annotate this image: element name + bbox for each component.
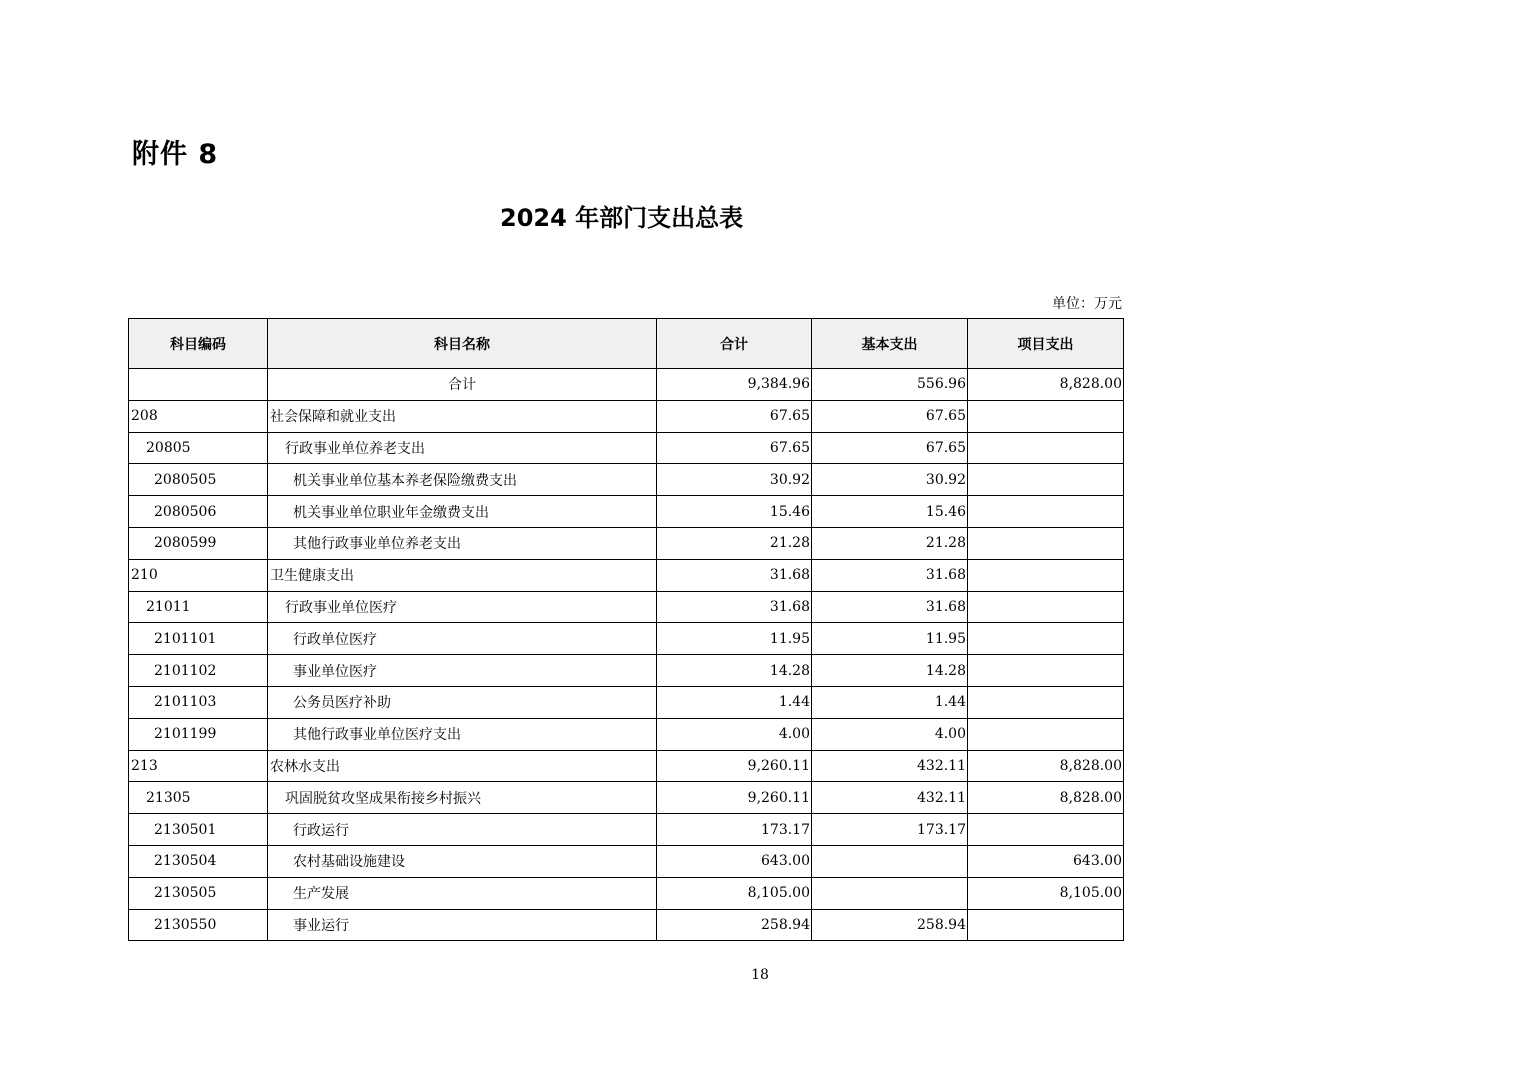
cell-project (968, 496, 1124, 528)
cell-project (968, 591, 1124, 623)
header-project: 项目支出 (968, 319, 1124, 369)
cell-project: 8,828.00 (968, 369, 1124, 401)
cell-total: 11.95 (657, 623, 812, 655)
cell-project (968, 814, 1124, 846)
cell-basic (812, 845, 968, 877)
table-row (129, 782, 1124, 814)
cell-name: 行政事业单位医疗 (268, 591, 657, 623)
cell-project (968, 655, 1124, 687)
cell-total: 643.00 (657, 845, 812, 877)
table-row (129, 718, 1124, 750)
cell-code: 2101102 (129, 655, 268, 687)
cell-name: 行政运行 (268, 814, 657, 846)
cell-code: 2080506 (129, 496, 268, 528)
table-row-total (129, 369, 1124, 401)
table-header-row (129, 319, 1124, 369)
cell-total: 8,105.00 (657, 877, 812, 909)
cell-project: 8,105.00 (968, 877, 1124, 909)
cell-basic: 67.65 (812, 432, 968, 464)
cell-name: 生产发展 (268, 877, 657, 909)
cell-name: 公务员医疗补助 (268, 686, 657, 718)
cell-name: 其他行政事业单位养老支出 (268, 527, 657, 559)
cell-basic: 21.28 (812, 527, 968, 559)
cell-name: 其他行政事业单位医疗支出 (268, 718, 657, 750)
cell-project (968, 464, 1124, 496)
cell-total: 9,260.11 (657, 750, 812, 782)
table-row (129, 527, 1124, 559)
cell-name: 农村基础设施建设 (268, 845, 657, 877)
cell-code: 210 (129, 559, 268, 591)
cell-basic: 1.44 (812, 686, 968, 718)
cell-total: 9,384.96 (657, 369, 812, 401)
cell-name: 合计 (268, 369, 657, 401)
cell-basic: 432.11 (812, 782, 968, 814)
cell-project: 643.00 (968, 845, 1124, 877)
header-code: 科目编码 (129, 319, 268, 369)
cell-name: 巩固脱贫攻坚成果衔接乡村振兴 (268, 782, 657, 814)
cell-basic: 11.95 (812, 623, 968, 655)
cell-total: 21.28 (657, 527, 812, 559)
cell-name: 机关事业单位基本养老保险缴费支出 (268, 464, 657, 496)
cell-code (129, 369, 268, 401)
cell-name: 行政事业单位养老支出 (268, 432, 657, 464)
cell-project (968, 432, 1124, 464)
cell-total: 4.00 (657, 718, 812, 750)
cell-total: 1.44 (657, 686, 812, 718)
cell-project (968, 400, 1124, 432)
attachment-label: 附件 8 (132, 139, 219, 170)
cell-project (968, 559, 1124, 591)
cell-total: 67.65 (657, 400, 812, 432)
cell-project (968, 527, 1124, 559)
cell-name: 卫生健康支出 (268, 559, 657, 591)
cell-basic: 30.92 (812, 464, 968, 496)
page-number: 18 (751, 967, 769, 983)
cell-basic: 173.17 (812, 814, 968, 846)
table-row (129, 686, 1124, 718)
cell-name: 机关事业单位职业年金缴费支出 (268, 496, 657, 528)
cell-code: 21305 (129, 782, 268, 814)
page-title: 2024 年部门支出总表 (500, 204, 744, 232)
cell-total: 31.68 (657, 591, 812, 623)
cell-basic: 31.68 (812, 591, 968, 623)
table-row (129, 750, 1124, 782)
cell-name: 事业单位医疗 (268, 655, 657, 687)
cell-code: 21011 (129, 591, 268, 623)
cell-total: 67.65 (657, 432, 812, 464)
cell-project (968, 623, 1124, 655)
cell-basic: 31.68 (812, 559, 968, 591)
cell-basic: 14.28 (812, 655, 968, 687)
cell-project: 8,828.00 (968, 750, 1124, 782)
cell-total: 173.17 (657, 814, 812, 846)
cell-code: 2080599 (129, 527, 268, 559)
cell-code: 2130550 (129, 909, 268, 941)
cell-project (968, 909, 1124, 941)
table-row (129, 623, 1124, 655)
cell-basic (812, 877, 968, 909)
table-row (129, 655, 1124, 687)
table-row (129, 845, 1124, 877)
table-row (129, 814, 1124, 846)
table-row (129, 591, 1124, 623)
cell-name: 事业运行 (268, 909, 657, 941)
cell-code: 208 (129, 400, 268, 432)
cell-total: 9,260.11 (657, 782, 812, 814)
table-row (129, 877, 1124, 909)
cell-total: 258.94 (657, 909, 812, 941)
cell-code: 2130504 (129, 845, 268, 877)
table-row (129, 464, 1124, 496)
cell-code: 2101103 (129, 686, 268, 718)
table-row (129, 559, 1124, 591)
header-total: 合计 (657, 319, 812, 369)
cell-total: 30.92 (657, 464, 812, 496)
table-row (129, 909, 1124, 941)
cell-basic: 432.11 (812, 750, 968, 782)
cell-project (968, 718, 1124, 750)
cell-total: 14.28 (657, 655, 812, 687)
cell-code: 213 (129, 750, 268, 782)
header-name: 科目名称 (268, 319, 657, 369)
cell-basic: 67.65 (812, 400, 968, 432)
cell-name: 社会保障和就业支出 (268, 400, 657, 432)
cell-code: 2080505 (129, 464, 268, 496)
cell-project (968, 686, 1124, 718)
cell-name: 农林水支出 (268, 750, 657, 782)
table-row (129, 400, 1124, 432)
cell-project: 8,828.00 (968, 782, 1124, 814)
cell-code: 20805 (129, 432, 268, 464)
cell-basic: 258.94 (812, 909, 968, 941)
expenditure-table (128, 318, 1124, 941)
cell-code: 2130501 (129, 814, 268, 846)
unit-label: 单位：万元 (1052, 296, 1122, 312)
cell-total: 15.46 (657, 496, 812, 528)
cell-basic: 4.00 (812, 718, 968, 750)
cell-basic: 556.96 (812, 369, 968, 401)
header-basic: 基本支出 (812, 319, 968, 369)
cell-basic: 15.46 (812, 496, 968, 528)
cell-name: 行政单位医疗 (268, 623, 657, 655)
cell-code: 2130505 (129, 877, 268, 909)
table-row (129, 496, 1124, 528)
table-row (129, 432, 1124, 464)
cell-total: 31.68 (657, 559, 812, 591)
cell-code: 2101101 (129, 623, 268, 655)
cell-code: 2101199 (129, 718, 268, 750)
